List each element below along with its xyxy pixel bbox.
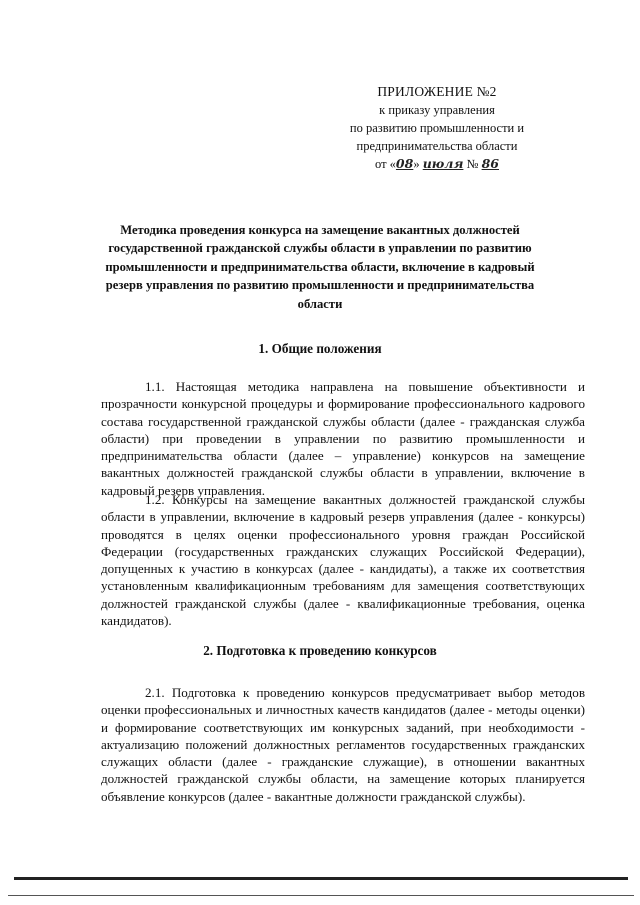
paragraph-1-2: 1.2. Конкурсы на замещение вакантных должностей гражданской службы области в управлении, включение в кадровый резерв управления (далее - конкурсы) проводятся в целях оценки профессионального уровня граждан Российской Федерации (государственных гражданских служащих Российской Федерации), допущенных к участию в конкурсах (далее - кандидаты), а также их соответствия установленным квалификационным требованиям для замещения соответствующих должностей гражданской службы (далее - квалификационные требования, оценка кандидатов). — [101, 492, 585, 629]
handwritten-order-number: 86 — [481, 156, 500, 171]
paragraph-2-1: 2.1. Подготовка к проведению конкурсов предусматривает выбор методов оценки профессиональных и личностных качеств кандидатов (далее - методы оценки) и формирование соответствующих им конкурсных заданий, при необходимости - актуализацию положений должностных регламентов государственных гражданских служащих области (далее - гражданские служащие), в отношении вакантных должностей гражданской службы области, на замещение которых планируется объявление конкурсов (далее - вакантные должности гражданской службы). — [101, 685, 585, 804]
appendix-line-3: предпринимательства области — [356, 139, 518, 153]
paragraph-1-1: 1.1. Настоящая методика направлена на повышение объективности и прозрачности конкурсной процедуры и формирование профессионального кадрового состава государственной гражданской службы области (далее - гражданская служба области) при проведении в управлении по развитию промышленности и предпринимательства области (далее – управление) конкурсов на замещение вакантных должностей гражданской службы области в управлении, включение в кадровый резерв управления. — [101, 379, 585, 498]
section-heading-preparation: 2. Подготовка к проведению конкурсов — [203, 643, 437, 658]
scan-edge-line — [8, 895, 634, 896]
appendix-block — [332, 83, 542, 173]
date-prefix: от « — [374, 157, 396, 171]
handwritten-day: 08 — [395, 156, 414, 171]
order-date-line — [332, 155, 542, 173]
appendix-line-1: к приказу управления — [379, 103, 495, 117]
appendix-title: ПРИЛОЖЕНИЕ №2 — [377, 84, 497, 99]
document-title: Методика проведения конкурса на замещение вакантных должностей государственной гражданской службы области в управлении по развитию промышленности и предпринимательства области, включение в кадровый резерв управления по развитию промышленности и предпринимательства области — [105, 223, 535, 311]
order-number-label: № — [466, 157, 479, 171]
page-bottom-rule — [14, 877, 628, 880]
section-heading-general: 1. Общие положения — [258, 341, 382, 356]
appendix-line-2: по развитию промышленности и — [349, 121, 525, 135]
handwritten-month: июля — [422, 156, 464, 171]
date-quote-close: » — [413, 157, 420, 171]
